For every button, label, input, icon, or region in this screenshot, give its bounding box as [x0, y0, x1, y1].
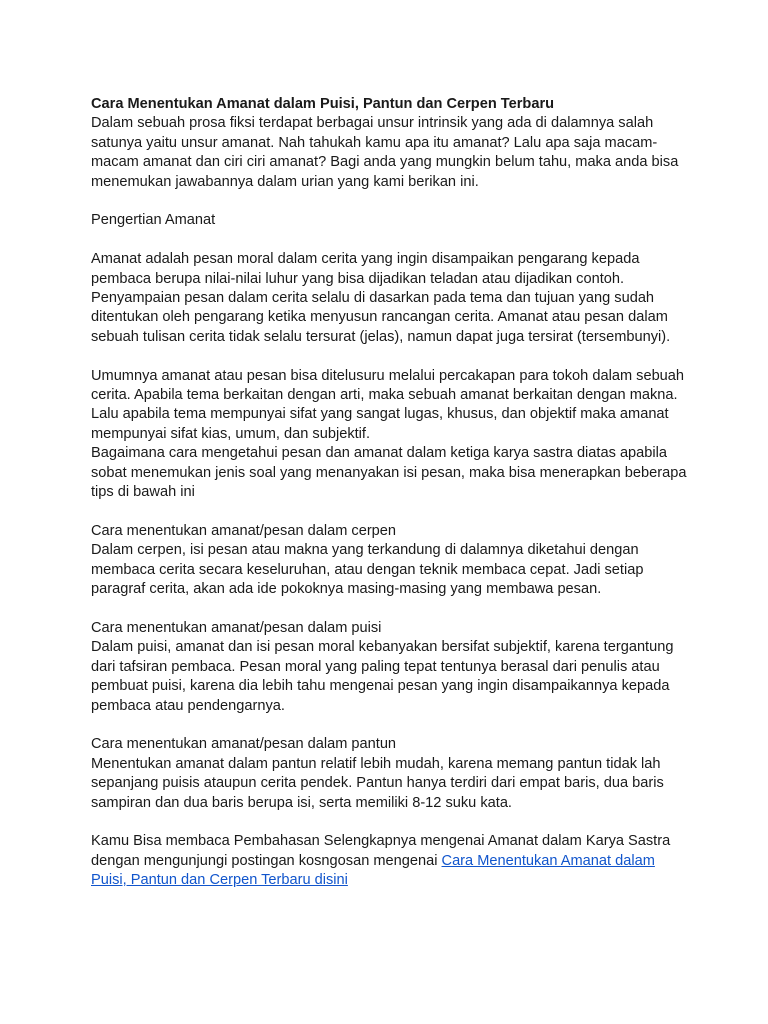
spacer	[91, 231, 691, 250]
section-heading-pantun: Cara menentukan amanat/pesan dalam pantun	[91, 736, 397, 753]
pantun-paragraph: Menentukan amanat dalam pantun relatif lebih mudah, karena memang pantun tidak lah sepanjang puisis ataupun cerita pendek. Pantun hanya terdiri dari empat baris, dua baris sampiran dan dua baris berupa isi, serta memiliki 8-12 suku kata.	[91, 755, 664, 811]
document-page	[91, 95, 691, 891]
pengertian-paragraph-1: Amanat adalah pesan moral dalam cerita yang ingin disampaikan pengarang kepada pembaca berupa nilai-nilai luhur yang bisa dijadikan teladan atau dijadikan contoh. Penyampaian pesan dalam cerita selalu di dasarkan pada tema dan tujuan yang sudah ditentukan oleh pengarang ketika menyusun rancangan cerita. Amanat atau pesan dalam sebuah tulisan cerita tidak selalu tersurat (jelas), namun dapat juga tersirat (tersembunyi).	[91, 251, 671, 345]
pengertian-paragraph-3: Bagaimana cara mengetahui pesan dan amanat dalam ketiga karya sastra diatas apabila sobat menemukan jenis soal yang menanyakan isi pesan, maka bisa menerapkan beberapa tips di bawah ini	[91, 445, 687, 501]
cerpen-paragraph: Dalam cerpen, isi pesan atau makna yang terkandung di dalamnya diketahui dengan membaca cerita secara keseluruhan, atau dengan teknik membaca cepat. Jadi setiap paragraf cerita, akan ada ide pokoknya masing-masing yang membawa pesan.	[91, 542, 644, 598]
closing-paragraph	[91, 832, 691, 890]
puisi-paragraph: Dalam puisi, amanat dan isi pesan moral kebanyakan bersifat subjektif, karena tergantung dari tafsiran pembaca. Pesan moral yang paling tepat tentunya berasal dari penulis atau pembuat puisi, karena dia lebih tahu mengenai pesan yang ingin disampaikannya kepada pembaca atau pendengarnya.	[91, 639, 674, 714]
spacer	[91, 716, 691, 735]
spacer	[91, 600, 691, 619]
pengertian-paragraph-2: Umumnya amanat atau pesan bisa ditelusuru melalui percakapan para tokoh dalam sebuah cerita. Apabila tema berkaitan dengan arti, maka sebuah amanat berkaitan dengan makna. Lalu apabila tema mempunyai sifat yang sangat lugas, khusus, dan objektif maka amanat mempunyai sifat kias, umum, dan subjektif.	[91, 367, 685, 442]
spacer	[91, 502, 691, 521]
section-heading-pengertian: Pengertian Amanat	[91, 212, 216, 229]
spacer	[91, 813, 691, 832]
section-heading-puisi: Cara menentukan amanat/pesan dalam puisi	[91, 619, 382, 636]
article-link[interactable]: Cara Menentukan Amanat dalam Puisi, Pantun dan Cerpen Terbaru disini	[91, 852, 655, 889]
closing-text: Kamu Bisa membaca Pembahasan Selengkapnya mengenai Amanat dalam Karya Sastra dengan mengunjungi postingan kosngosan mengenai	[91, 833, 671, 869]
intro-paragraph: Dalam sebuah prosa fiksi terdapat berbagai unsur intrinsik yang ada di dalamnya salah satunya yaitu unsur amanat. Nah tahukah kamu apa itu amanat? Lalu apa saja macam-macam amanat dan ciri ciri amanat? Bagi anda yang mungkin belum tahu, maka anda bisa menemukan jawabannya dalam urian yang kami berikan ini.	[91, 115, 679, 190]
section-heading-cerpen: Cara menentukan amanat/pesan dalam cerpen	[91, 522, 397, 539]
spacer	[91, 192, 691, 211]
document-title: Cara Menentukan Amanat dalam Puisi, Pantun dan Cerpen Terbaru	[91, 96, 555, 112]
spacer	[91, 347, 691, 366]
